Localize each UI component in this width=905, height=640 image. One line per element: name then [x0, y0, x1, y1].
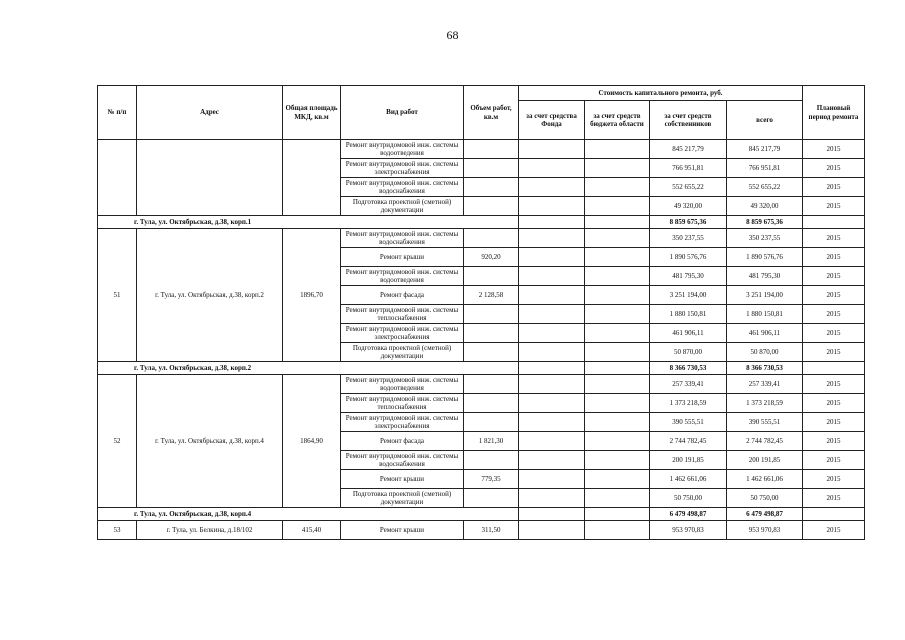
cell-period: 2015	[803, 159, 865, 178]
cell-work: Ремонт внутридомовой инж. системы водоотведения	[341, 375, 464, 394]
cell-volume: 779,35	[464, 470, 519, 489]
cell-volume: 2 128,58	[464, 286, 519, 305]
cell-work: Ремонт внутридомовой инж. системы электроснабжения	[341, 413, 464, 432]
cell-period: 2015	[803, 451, 865, 470]
header-fund: за счет средства Фонда	[519, 101, 585, 140]
cell-owners: 257 339,41	[650, 375, 727, 394]
cell-region	[585, 521, 650, 540]
cell-work: Ремонт крыши	[341, 248, 464, 267]
cell-work: Ремонт фасада	[341, 286, 464, 305]
cell-volume	[464, 413, 519, 432]
cell-period: 2015	[803, 305, 865, 324]
cell-area: 1896,70	[283, 229, 341, 362]
cell-total: 350 237,55	[727, 229, 803, 248]
header-total: всего	[727, 101, 803, 140]
cell-period: 2015	[803, 343, 865, 362]
cell-period: 2015	[803, 229, 865, 248]
cell-period: 2015	[803, 432, 865, 451]
cell-region	[585, 248, 650, 267]
cell-volume	[464, 375, 519, 394]
cell-fund	[519, 432, 585, 451]
cell-work: Ремонт внутридомовой инж. системы водоотведения	[341, 267, 464, 286]
cell-fund	[519, 216, 585, 229]
cell-fund	[519, 451, 585, 470]
cell-volume: 311,50	[464, 521, 519, 540]
cell-period: 2015	[803, 489, 865, 508]
cell-region	[585, 216, 650, 229]
cell-period: 2015	[803, 248, 865, 267]
table-row	[98, 140, 865, 159]
cell-owners: 552 655,22	[650, 178, 727, 197]
cell-address: г. Тула, ул. Октябрьская, д.38, корп.2	[137, 229, 283, 362]
cell-region	[585, 140, 650, 159]
cell-region	[585, 489, 650, 508]
cell-owners: 953 970,83	[650, 521, 727, 540]
page-number: 68	[446, 28, 459, 42]
cell-fund	[519, 248, 585, 267]
cell-region	[585, 229, 650, 248]
header-region: за счет средств бюджета области	[585, 101, 650, 140]
cell-fund	[519, 305, 585, 324]
header-work-type: Вид работ	[341, 86, 464, 140]
total-row	[98, 362, 865, 375]
cell-num: 53	[98, 521, 137, 540]
cell-owners: 50 750,00	[650, 489, 727, 508]
total-owners: 8 859 675,36	[650, 216, 727, 229]
cell-region	[585, 286, 650, 305]
total-total: 8 859 675,36	[727, 216, 803, 229]
cell-period: 2015	[803, 521, 865, 540]
cell-work: Ремонт внутридомовой инж. системы теплоснабжения	[341, 394, 464, 413]
cell-work: Ремонт внутридомовой инж. системы водоснабжения	[341, 229, 464, 248]
table-row	[98, 229, 865, 248]
cell-region	[585, 451, 650, 470]
cell-region	[585, 432, 650, 451]
cell-total: 845 217,79	[727, 140, 803, 159]
total-row	[98, 508, 865, 521]
cell-fund	[519, 375, 585, 394]
capital-repair-table	[97, 85, 865, 540]
cell-fund	[519, 508, 585, 521]
cell-fund	[519, 362, 585, 375]
total-total: 8 366 730,53	[727, 362, 803, 375]
header-owners: за счет средств собственников	[650, 101, 727, 140]
cell-volume	[464, 159, 519, 178]
cell-total: 257 339,41	[727, 375, 803, 394]
cell-region	[585, 159, 650, 178]
cell-owners: 1 890 576,76	[650, 248, 727, 267]
cell-fund	[519, 489, 585, 508]
cell-period: 2015	[803, 470, 865, 489]
cell-region	[585, 375, 650, 394]
cell-work: Подготовка проектной (сметной) документации	[341, 197, 464, 216]
cell-owners: 3 251 194,00	[650, 286, 727, 305]
cell-region	[585, 267, 650, 286]
cell-work: Ремонт внутридомовой инж. системы электроснабжения	[341, 159, 464, 178]
cell-total: 1 462 661,06	[727, 470, 803, 489]
cell-address: г. Тула, ул. Белкина, д.18/102	[137, 521, 283, 540]
cell-num: 52	[98, 375, 137, 508]
cell-fund	[519, 159, 585, 178]
cell-owners: 390 555,51	[650, 413, 727, 432]
total-total: 6 479 498,87	[727, 508, 803, 521]
header-area: Общая площадь МКД, кв.м	[283, 86, 341, 140]
cell-owners: 350 237,55	[650, 229, 727, 248]
cell-owners: 461 906,11	[650, 324, 727, 343]
cell-total: 2 744 782,45	[727, 432, 803, 451]
cell-owners: 1 373 218,59	[650, 394, 727, 413]
cell-total: 50 870,00	[727, 343, 803, 362]
cell-owners: 1 880 150,81	[650, 305, 727, 324]
cell-total: 481 795,30	[727, 267, 803, 286]
cell-fund	[519, 343, 585, 362]
cell-period	[803, 508, 865, 521]
total-row	[98, 216, 865, 229]
cell-region	[585, 305, 650, 324]
cell-work: Ремонт внутридомовой инж. системы водоотведения	[341, 140, 464, 159]
cell-owners: 481 795,30	[650, 267, 727, 286]
total-label: г. Тула, ул. Октябрьская, д.38, корп.4	[98, 508, 519, 521]
cell-period	[803, 216, 865, 229]
cell-work: Ремонт внутридомовой инж. системы водоснабжения	[341, 451, 464, 470]
cell-owners: 845 217,79	[650, 140, 727, 159]
cell-period: 2015	[803, 413, 865, 432]
cell-work: Ремонт внутридомовой инж. системы электроснабжения	[341, 324, 464, 343]
cell-volume	[464, 489, 519, 508]
cell-fund	[519, 229, 585, 248]
cell-volume: 920,20	[464, 248, 519, 267]
cell-area	[283, 140, 341, 216]
total-owners: 6 479 498,87	[650, 508, 727, 521]
cell-fund	[519, 394, 585, 413]
cell-volume: 1 821,30	[464, 432, 519, 451]
cell-volume	[464, 140, 519, 159]
total-owners: 8 366 730,53	[650, 362, 727, 375]
cell-total: 49 320,00	[727, 197, 803, 216]
cell-total: 200 191,85	[727, 451, 803, 470]
cell-period: 2015	[803, 197, 865, 216]
header-num: № п/п	[98, 86, 137, 140]
cell-period: 2015	[803, 267, 865, 286]
cell-owners: 2 744 782,45	[650, 432, 727, 451]
cell-total: 766 951,81	[727, 159, 803, 178]
cell-period: 2015	[803, 394, 865, 413]
cell-region	[585, 413, 650, 432]
cell-period: 2015	[803, 286, 865, 305]
cell-fund	[519, 521, 585, 540]
cell-total: 461 906,11	[727, 324, 803, 343]
cell-total: 1 880 150,81	[727, 305, 803, 324]
cell-region	[585, 178, 650, 197]
cell-num	[98, 140, 137, 216]
cell-work: Ремонт фасада	[341, 432, 464, 451]
cell-total: 50 750,00	[727, 489, 803, 508]
total-label: г. Тула, ул. Октябрьская, д.38, корп.1	[98, 216, 519, 229]
cell-fund	[519, 413, 585, 432]
cell-volume	[464, 451, 519, 470]
cell-address	[137, 140, 283, 216]
cell-area: 1864,90	[283, 375, 341, 508]
cell-volume	[464, 267, 519, 286]
cell-total: 1 890 576,76	[727, 248, 803, 267]
cell-period	[803, 362, 865, 375]
cell-work: Ремонт внутридомовой инж. системы водоснабжения	[341, 178, 464, 197]
cell-fund	[519, 267, 585, 286]
cell-volume	[464, 229, 519, 248]
header-volume: Объем работ, кв.м	[464, 86, 519, 140]
cell-region	[585, 470, 650, 489]
cell-volume	[464, 394, 519, 413]
header-address: Адрес	[137, 86, 283, 140]
cell-region	[585, 394, 650, 413]
cell-work: Подготовка проектной (сметной) документации	[341, 343, 464, 362]
cell-total: 1 373 218,59	[727, 394, 803, 413]
total-label: г. Тула, ул. Октябрьская, д.38, корп.2	[98, 362, 519, 375]
cell-owners: 49 320,00	[650, 197, 727, 216]
cell-region	[585, 324, 650, 343]
cell-work: Ремонт внутридомовой инж. системы теплоснабжения	[341, 305, 464, 324]
cell-volume	[464, 343, 519, 362]
cell-period: 2015	[803, 375, 865, 394]
cell-owners: 50 870,00	[650, 343, 727, 362]
cell-owners: 200 191,85	[650, 451, 727, 470]
header-period: Плановый период ремонта	[803, 86, 865, 140]
cell-work: Ремонт крыши	[341, 521, 464, 540]
cell-address: г. Тула, ул. Октябрьская, д.38, корп.4	[137, 375, 283, 508]
table-row	[98, 375, 865, 394]
cell-owners: 766 951,81	[650, 159, 727, 178]
cell-fund	[519, 197, 585, 216]
cell-total: 552 655,22	[727, 178, 803, 197]
cell-total: 390 555,51	[727, 413, 803, 432]
header-cost-group: Стоимость капитального ремонта, руб.	[519, 86, 803, 101]
cell-volume	[464, 305, 519, 324]
cell-fund	[519, 470, 585, 489]
cell-work: Подготовка проектной (сметной) документации	[341, 489, 464, 508]
table-row	[98, 521, 865, 540]
cell-region	[585, 343, 650, 362]
cell-region	[585, 197, 650, 216]
cell-region	[585, 362, 650, 375]
cell-region	[585, 508, 650, 521]
cell-fund	[519, 178, 585, 197]
cell-work: Ремонт крыши	[341, 470, 464, 489]
cell-num: 51	[98, 229, 137, 362]
cell-total: 3 251 194,00	[727, 286, 803, 305]
cell-fund	[519, 286, 585, 305]
cell-volume	[464, 197, 519, 216]
cell-period: 2015	[803, 140, 865, 159]
cell-volume	[464, 324, 519, 343]
cell-total: 953 970,83	[727, 521, 803, 540]
cell-period: 2015	[803, 324, 865, 343]
cell-volume	[464, 178, 519, 197]
cell-fund	[519, 324, 585, 343]
cell-area: 415,40	[283, 521, 341, 540]
cell-fund	[519, 140, 585, 159]
cell-owners: 1 462 661,06	[650, 470, 727, 489]
cell-period: 2015	[803, 178, 865, 197]
